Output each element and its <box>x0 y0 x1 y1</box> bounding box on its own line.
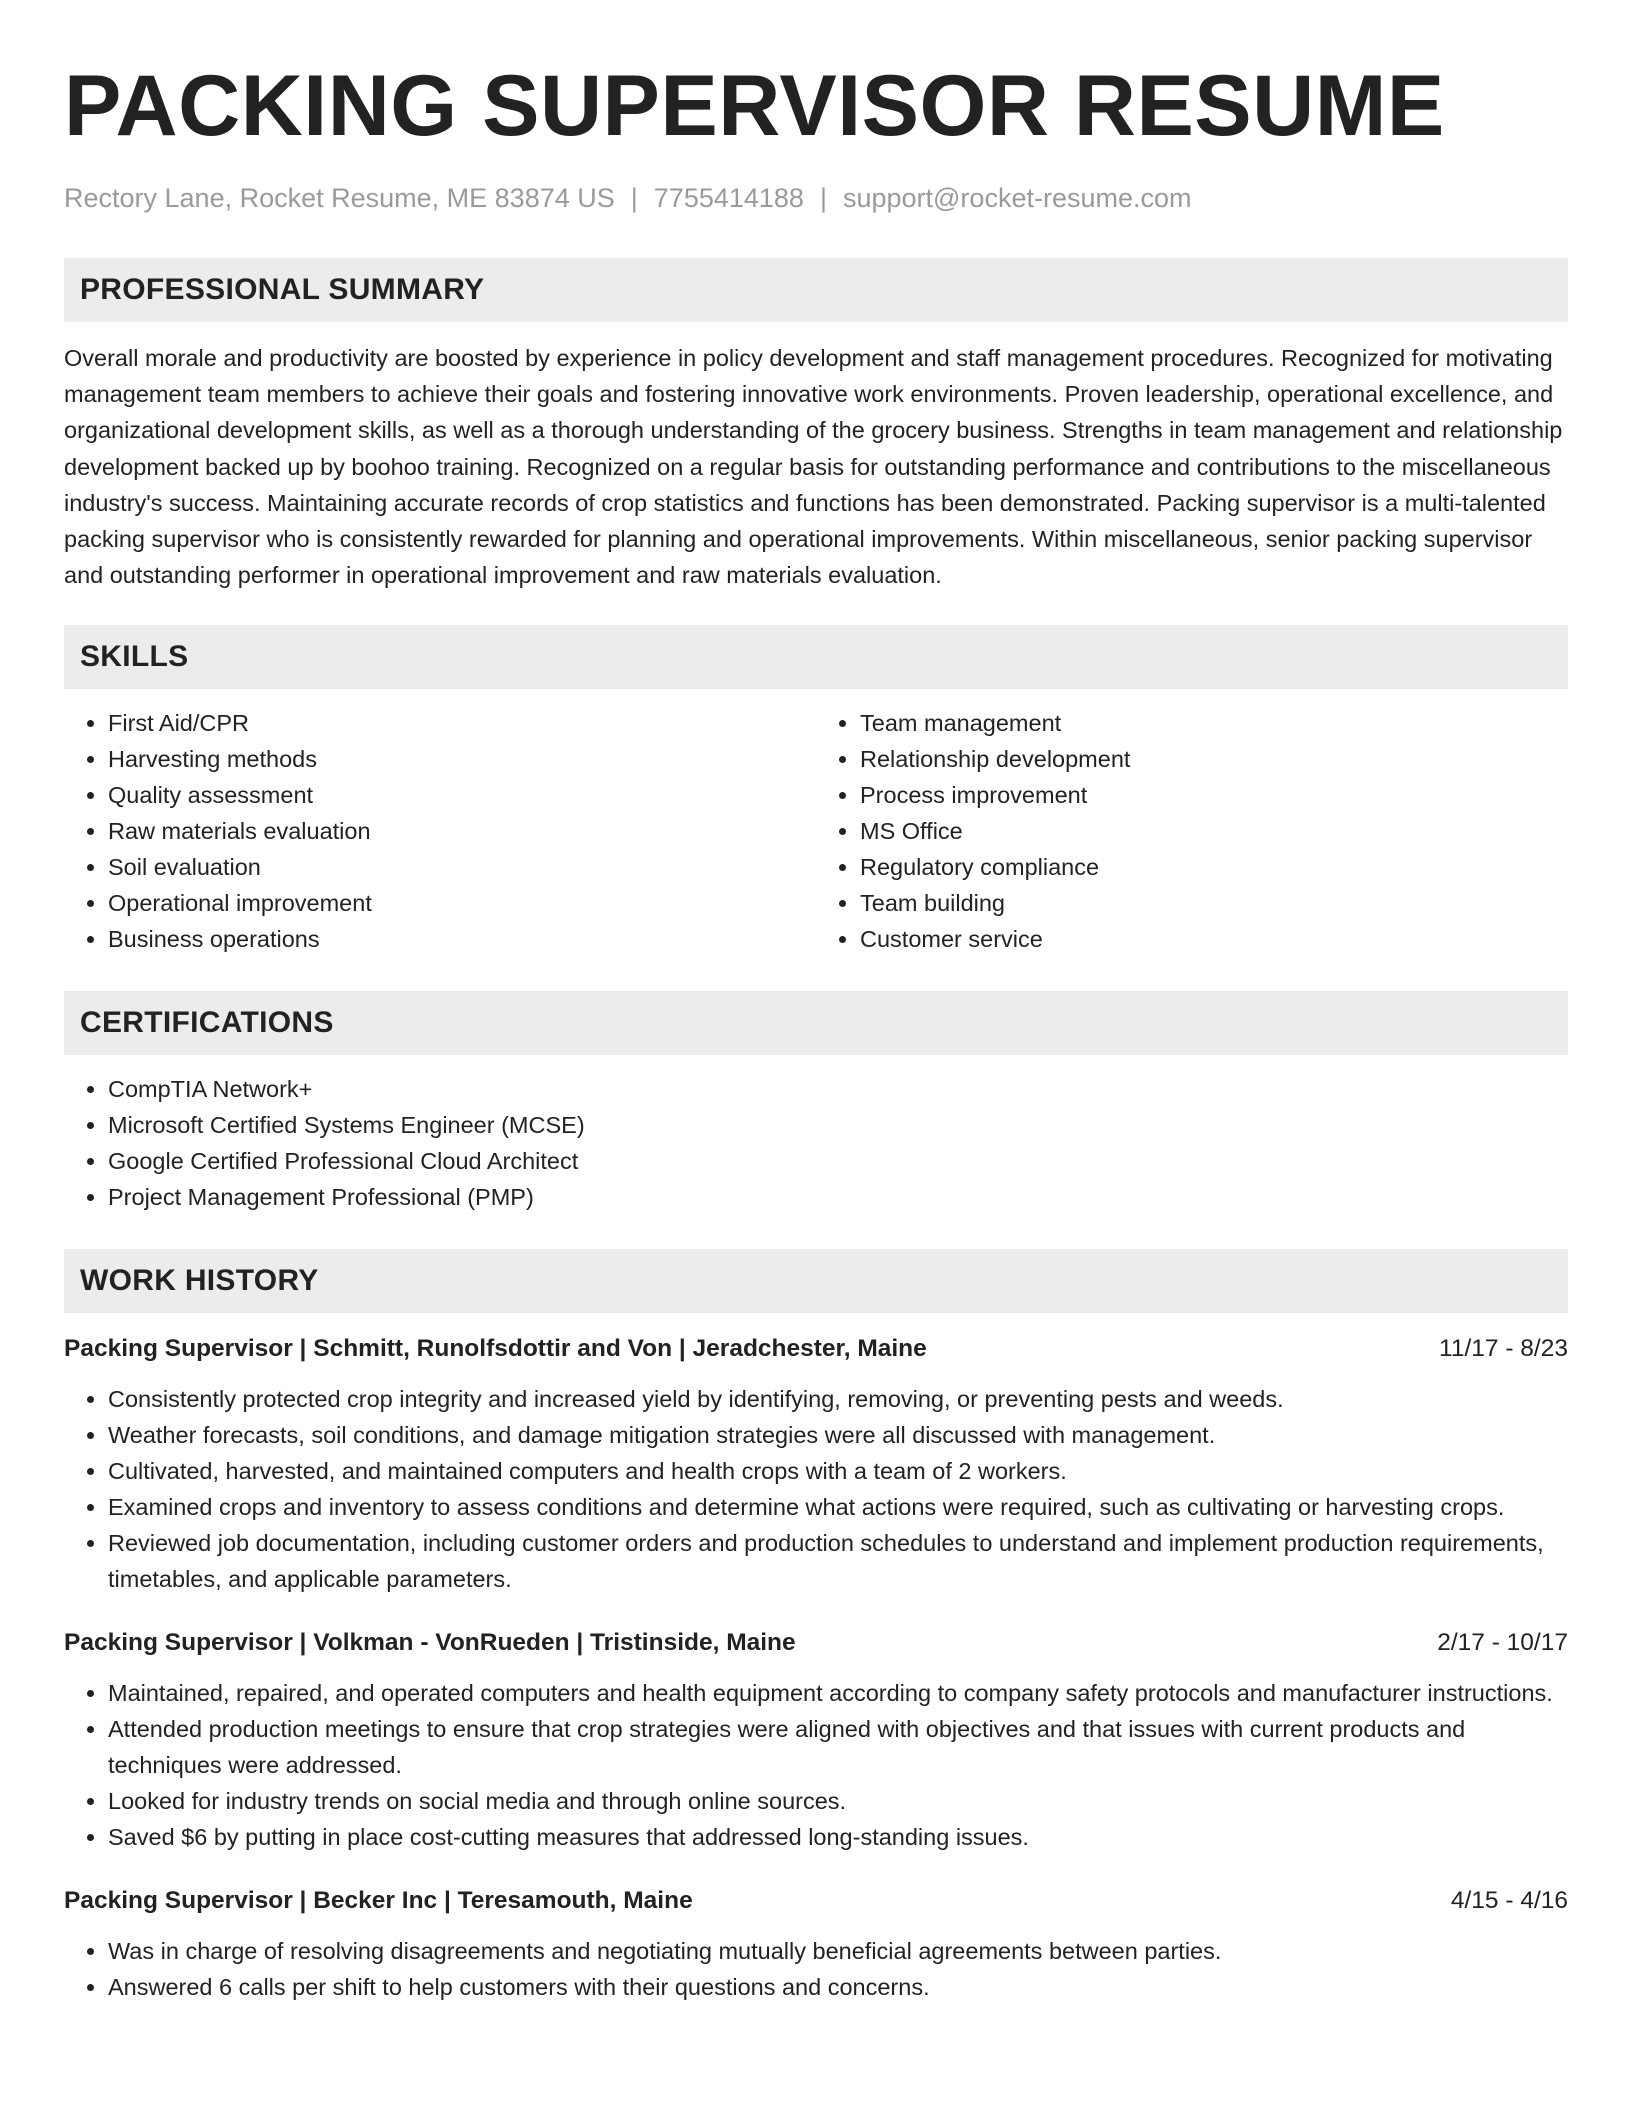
skill-item: • Team building <box>860 885 1568 921</box>
work-history-section <box>64 1249 1568 2005</box>
contact-line <box>64 178 1568 218</box>
certifications-section <box>64 991 1568 1215</box>
job-entry <box>64 1329 1568 1597</box>
job-dates: 4/15 - 4/16 <box>1450 1887 1568 1915</box>
certifications-list <box>64 1071 1568 1215</box>
skill-item: • First Aid/CPR <box>108 705 816 741</box>
job-entry <box>64 1623 1568 1855</box>
job-dates: 11/17 - 8/23 <box>1439 1335 1568 1363</box>
contact-address: Rectory Lane, Rocket Resume, ME 83874 US <box>64 183 615 213</box>
page-title: PACKING SUPERVISOR RESUME <box>64 58 1445 154</box>
skill-item: • MS Office <box>860 813 1568 849</box>
job-title: Packing Supervisor | Volkman - VonRueden | Tristinside, Maine <box>64 1629 796 1657</box>
job-header <box>64 1881 1568 1921</box>
certification-item: • Microsoft Certified Systems Engineer (MCSE) <box>108 1107 1568 1143</box>
skill-item: • Relationship development <box>860 741 1568 777</box>
job-bullets <box>64 1381 1568 1597</box>
skill-item: • Regulatory compliance <box>860 849 1568 885</box>
skill-item: • Quality assessment <box>108 777 816 813</box>
skills-list-left <box>64 705 816 957</box>
skill-item: • Team management <box>860 705 1568 741</box>
job-bullet: • Maintained, repaired, and operated computers and health equipment according to company safety protocols and manufacturer instructions. <box>108 1675 1568 1711</box>
job-bullet: • Was in charge of resolving disagreements and negotiating mutually beneficial agreements between parties. <box>108 1933 1568 1969</box>
skill-item: • Business operations <box>108 921 816 957</box>
skill-item: • Operational improvement <box>108 885 816 921</box>
job-entry <box>64 1881 1568 2005</box>
skill-item: • Harvesting methods <box>108 741 816 777</box>
certification-item: • Google Certified Professional Cloud Architect <box>108 1143 1568 1179</box>
contact-phone: 7755414188 <box>653 183 804 213</box>
job-bullet: • Examined crops and inventory to assess conditions and determine what actions were required, such as cultivating or harvesting crops. <box>108 1489 1568 1525</box>
skill-item: • Customer service <box>860 921 1568 957</box>
skills-list-right <box>816 705 1568 957</box>
job-bullet: • Reviewed job documentation, including customer orders and production schedules to understand and implement production requirements, timetables, and applicable parameters. <box>108 1525 1568 1597</box>
skills-section <box>64 625 1568 957</box>
skills-columns <box>64 705 1568 957</box>
certification-item: • CompTIA Network+ <box>108 1071 1568 1107</box>
job-bullets <box>64 1675 1568 1855</box>
skill-item: • Raw materials evaluation <box>108 813 816 849</box>
job-header <box>64 1329 1568 1369</box>
section-heading-work-history: WORK HISTORY <box>64 1249 1568 1313</box>
job-bullet: • Saved $6 by putting in place cost-cutting measures that addressed long-standing issues. <box>108 1819 1568 1855</box>
job-bullet: • Consistently protected crop integrity and increased yield by identifying, removing, or preventing pests and weeds. <box>108 1381 1568 1417</box>
job-header <box>64 1623 1568 1663</box>
section-heading-skills: SKILLS <box>64 625 1568 689</box>
job-bullet: • Answered 6 calls per shift to help customers with their questions and concerns. <box>108 1969 1568 2005</box>
job-bullet: • Weather forecasts, soil conditions, and damage mitigation strategies were all discussed with management. <box>108 1417 1568 1453</box>
job-dates: 2/17 - 10/17 <box>1437 1629 1568 1657</box>
job-title: Packing Supervisor | Becker Inc | Teresamouth, Maine <box>64 1887 693 1915</box>
summary-text: Overall morale and productivity are boosted by experience in policy development and staff management procedures. Recognized for motivating management team members to achieve their goals and fostering innovative work environments. Proven leadership, operational excellence, and organizational development skills, as well as a thorough understanding of the grocery business. Strengths in team management and relationship development backed up by boohoo training. Recognized on a regular basis for outstanding performance and contributions to the miscellaneous industry's success. Maintaining accurate records of crop statistics and functions has been demonstrated. Packing supervisor is a multi-talented packing supervisor who is consistently rewarded for planning and operational improvements. Within miscellaneous, senior packing supervisor and outstanding performer in operational improvement and raw materials evaluation. <box>64 345 1563 589</box>
job-bullets <box>64 1933 1568 2005</box>
section-heading-summary: PROFESSIONAL SUMMARY <box>64 258 1568 322</box>
job-bullet: • Cultivated, harvested, and maintained computers and health crops with a team of 2 workers. <box>108 1453 1568 1489</box>
contact-email: support@rocket-resume.com <box>842 183 1192 213</box>
contact-separator: | <box>630 183 638 213</box>
section-heading-certifications: CERTIFICATIONS <box>64 991 1568 1055</box>
certification-item: • Project Management Professional (PMP) <box>108 1179 1568 1215</box>
skill-item: • Soil evaluation <box>108 849 816 885</box>
job-title: Packing Supervisor | Schmitt, Runolfsdottir and Von | Jeradchester, Maine <box>64 1335 927 1363</box>
skill-item: • Process improvement <box>860 777 1568 813</box>
job-bullet: • Looked for industry trends on social media and through online sources. <box>108 1783 1568 1819</box>
contact-separator: | <box>819 183 827 213</box>
professional-summary-section <box>64 258 1568 593</box>
job-bullet: • Attended production meetings to ensure that crop strategies were aligned with objectives and that issues with current products and techniques were addressed. <box>108 1711 1568 1783</box>
